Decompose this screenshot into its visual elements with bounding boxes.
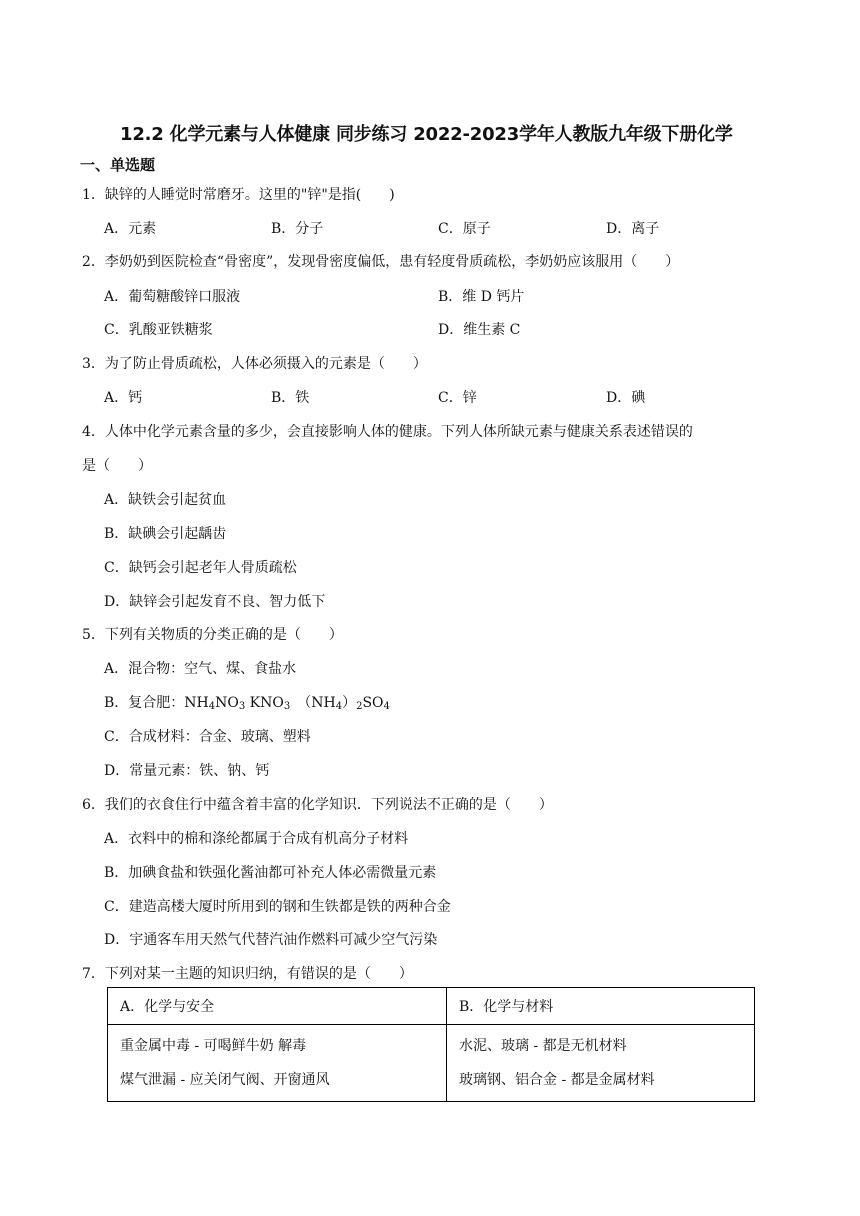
question-4-option-a[interactable]: A．缺铁会引起贫血 [104,492,227,508]
table-cell-b [447,1025,755,1102]
question-2-option-a[interactable]: A．葡萄糖酸锌口服液 [104,289,241,305]
subscript: 3 [283,701,291,712]
section-heading: 一、单选题 [80,156,156,174]
question-4-stem-line2: 是（ ） [82,458,152,474]
question-5-option-d[interactable]: D．常量元素：铁、钠、钙 [104,763,270,779]
question-2-option-d[interactable]: D．维生素 C [438,322,521,338]
formula-part: ） [342,695,357,711]
question-6-option-b[interactable]: B．加碘食盐和铁强化酱油都可补充人体必需微量元素 [104,865,437,881]
table-cell-a [108,1025,447,1102]
question-6-option-a[interactable]: A．衣料中的棉和涤纶都属于合成有机高分子材料 [104,831,409,847]
question-1-option-a[interactable]: A．元素 [104,221,157,237]
question-7-table [107,987,755,1102]
table-header-a[interactable]: A．化学与安全 [108,988,447,1025]
question-3-option-c[interactable]: C．锌 [438,390,477,406]
question-2-option-c[interactable]: C．乳酸亚铁糖浆 [104,322,213,338]
formula-part: NO [215,695,239,711]
question-1-option-c[interactable]: C．原子 [438,221,491,237]
question-5-stem: 5．下列有关物质的分类正确的是（ ） [82,627,343,643]
question-1-option-b[interactable]: B．分子 [271,221,324,237]
table-cell-line: 煤气泄漏 - 应关闭气阀、开窗通风 [120,1072,330,1088]
subscript: 2 [356,701,363,712]
question-1-stem: 1．缺锌的人睡觉时常磨牙。这里的"锌"是指( ) [82,187,395,203]
question-4-option-b[interactable]: B．缺碘会引起龋齿 [104,526,227,542]
question-6-option-c[interactable]: C．建造高楼大厦时所用到的钢和生铁都是铁的两种合金 [104,899,451,915]
question-3-stem: 3．为了防止骨质疏松，人体必须摄入的元素是（ ） [82,356,427,372]
question-3-option-d[interactable]: D．碘 [606,390,646,406]
subscript: 4 [383,701,390,712]
question-6-option-d[interactable]: D．宇通客车用天然气代替汽油作燃料可减少空气污染 [104,932,438,948]
question-1-option-d[interactable]: D．离子 [606,221,660,237]
table-cell-line: 玻璃钢、铝合金 - 都是金属材料 [459,1072,655,1088]
question-5-option-a[interactable]: A．混合物：空气、煤、食盐水 [104,661,297,677]
question-5-option-b[interactable] [104,692,390,712]
question-4-option-c[interactable]: C．缺钙会引起老年人骨质疏松 [104,560,297,576]
table-cell-line: 重金属中毒 - 可喝鲜牛奶 解毒 [120,1038,307,1054]
question-4-option-d[interactable]: D．缺锌会引起发育不良、智力低下 [104,594,326,610]
table-header-b[interactable]: B．化学与材料 [447,988,755,1025]
question-7-stem: 7．下列对某一主题的知识归纳，有错误的是（ ） [82,966,413,982]
subscript: 4 [335,701,343,712]
formula-part: （NH [290,695,336,711]
formula-part: KNO [245,695,284,711]
table-cell-line: 水泥、玻璃 - 都是无机材料 [459,1038,627,1054]
question-5-option-c[interactable]: C．合成材料：合金、玻璃、塑料 [104,729,311,745]
question-3-option-a[interactable]: A．钙 [104,390,143,406]
formula-part: SO [362,695,384,711]
question-4-stem-line1: 4．人体中化学元素含量的多少，会直接影响人体的健康。下列人体所缺元素与健康关系表述错误的 [82,424,693,440]
subscript: 4 [208,701,216,712]
question-2-option-b[interactable]: B．维 D 钙片 [438,289,525,305]
question-6-stem: 6．我们的衣食住行中蕴含着丰富的化学知识．下列说法不正确的是（ ） [82,797,553,813]
document-title: 12.2 化学元素与人体健康 同步练习 2022-2023学年人教版九年级下册化学 [120,124,733,145]
question-3-option-b[interactable]: B．铁 [271,390,310,406]
subscript: 3 [238,701,246,712]
question-2-stem: 2．李奶奶到医院检查“骨密度”，发现骨密度偏低，患有轻度骨质疏松，李奶奶应该服用（ ） [82,254,680,270]
question-5-option-b-text: B．复合肥：NH [104,695,209,711]
